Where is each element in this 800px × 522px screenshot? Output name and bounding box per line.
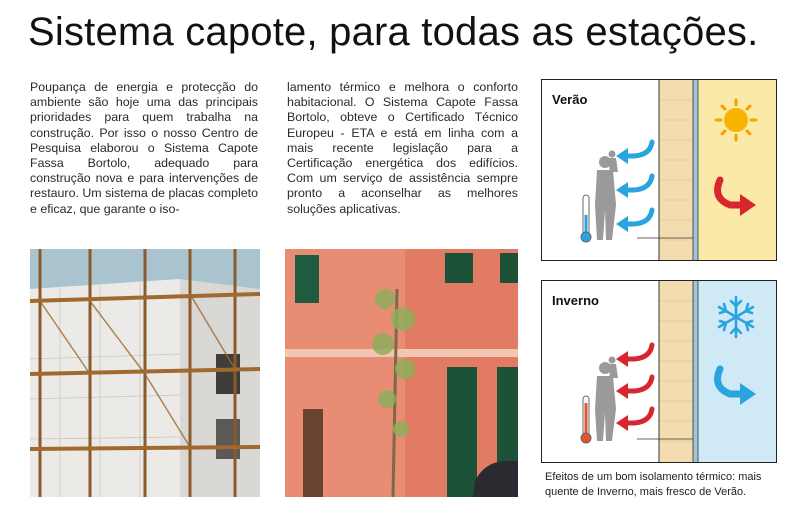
winter-insulation-diagram — [541, 280, 777, 463]
person-icon — [595, 151, 618, 241]
outdoor-warm-area — [698, 80, 776, 260]
facade-photo — [285, 249, 518, 497]
sun-icon — [716, 100, 756, 140]
wall-layer — [659, 281, 693, 462]
warm-air-arrows — [624, 345, 652, 423]
cool-air-arrows — [624, 142, 652, 224]
person-icon — [595, 357, 618, 442]
summer-label: Verão — [552, 92, 588, 107]
body-text-column-1: Poupança de energia e protecção do ambiente são hoje uma das principais prioridades para quem trabalha na construção. Por isso o nosso Centro de Pesquisa elaborou o Sistema Capote Fassa Bortolo, adequado para construção nova e para intervenções de restauro. Um sistema de placas completo e eficaz, que garante o iso- — [30, 80, 258, 216]
diagram-caption: Efeitos de um bom isolamento térmico: mais quente de Inverno, mais fresco de Verão. — [545, 471, 762, 498]
insulation-layer — [693, 281, 698, 462]
scaffolding-photo — [30, 249, 260, 497]
summer-insulation-diagram — [541, 79, 777, 261]
body-text-column-2: lamento térmico e melhora o conforto habitacional. O Sistema Capote Fassa Bortolo, obteve o Certificado Técnico Europeu - ETA e está em linha com a mais recente legislação para a Certificação energética dos edifícios. Com um serviço de assistência sempre pronto a aconselhar as melhores soluções aplicativas. — [287, 80, 518, 216]
thermometer-warm-icon — [581, 396, 591, 443]
thermometer-cold-icon — [581, 195, 591, 242]
insulation-layer — [693, 80, 698, 260]
winter-label: Inverno — [552, 293, 599, 308]
page-title: Sistema capote, para todas as estações. — [28, 10, 759, 54]
wall-layer — [659, 80, 693, 260]
